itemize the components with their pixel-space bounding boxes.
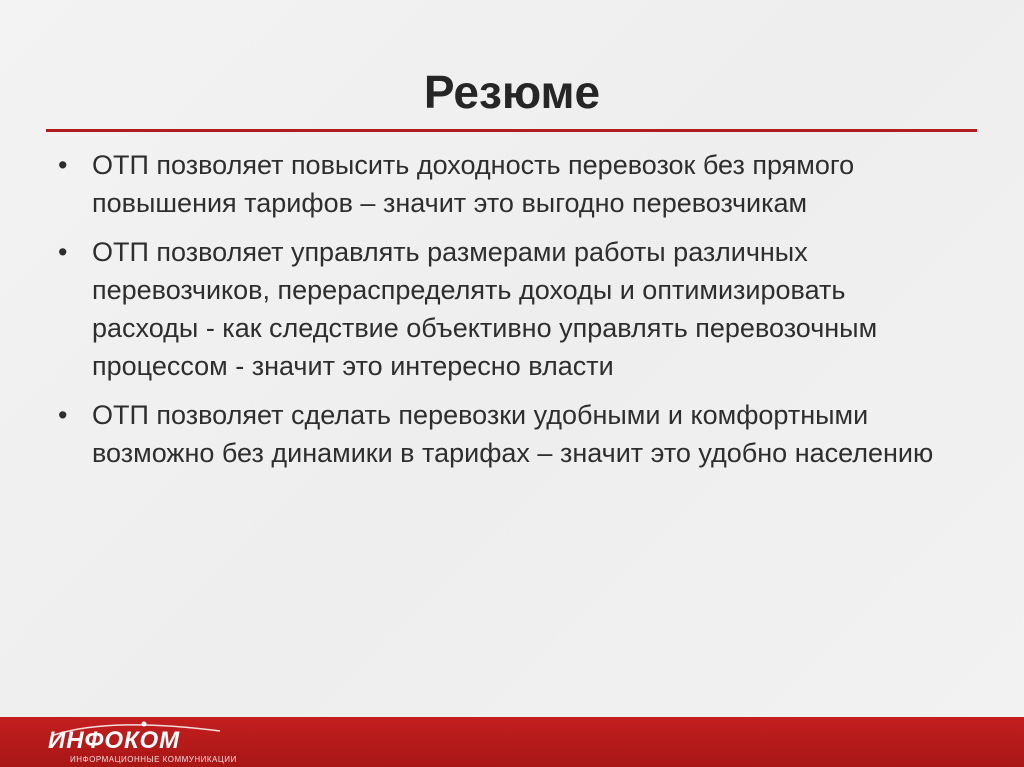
infokom-logo [40,721,250,767]
logo-tagline: ИНФОРМАЦИОННЫЕ КОММУНИКАЦИИ [70,755,237,764]
bullet-text: ОТП позволяет сделать перевозки удобными и комфортными возможно без динамики в тарифах – значит это удобно населению [92,400,934,468]
slide-title: Резюме [423,66,601,118]
bullet-text: ОТП позволяет управлять размерами работы различных перевозчиков, перераспределять доходы и оптимизировать расходы - как следствие объективно управлять перевозочным процессом - значит это интересно власти [92,237,878,381]
bullet-item [58,233,958,385]
bullet-item [58,146,958,222]
bullet-list [58,146,958,483]
bullet-point-icon: • [58,237,68,267]
title-underline [46,129,977,132]
bullet-point-icon: • [58,400,68,430]
logo-name: ИНФОКОМ [48,727,181,754]
bullet-text: ОТП позволяет повысить доходность перевозок без прямого повышения тарифов – значит это выгодно перевозчикам [92,150,855,218]
bullet-item [58,396,958,472]
bullet-point-icon: • [58,150,68,180]
